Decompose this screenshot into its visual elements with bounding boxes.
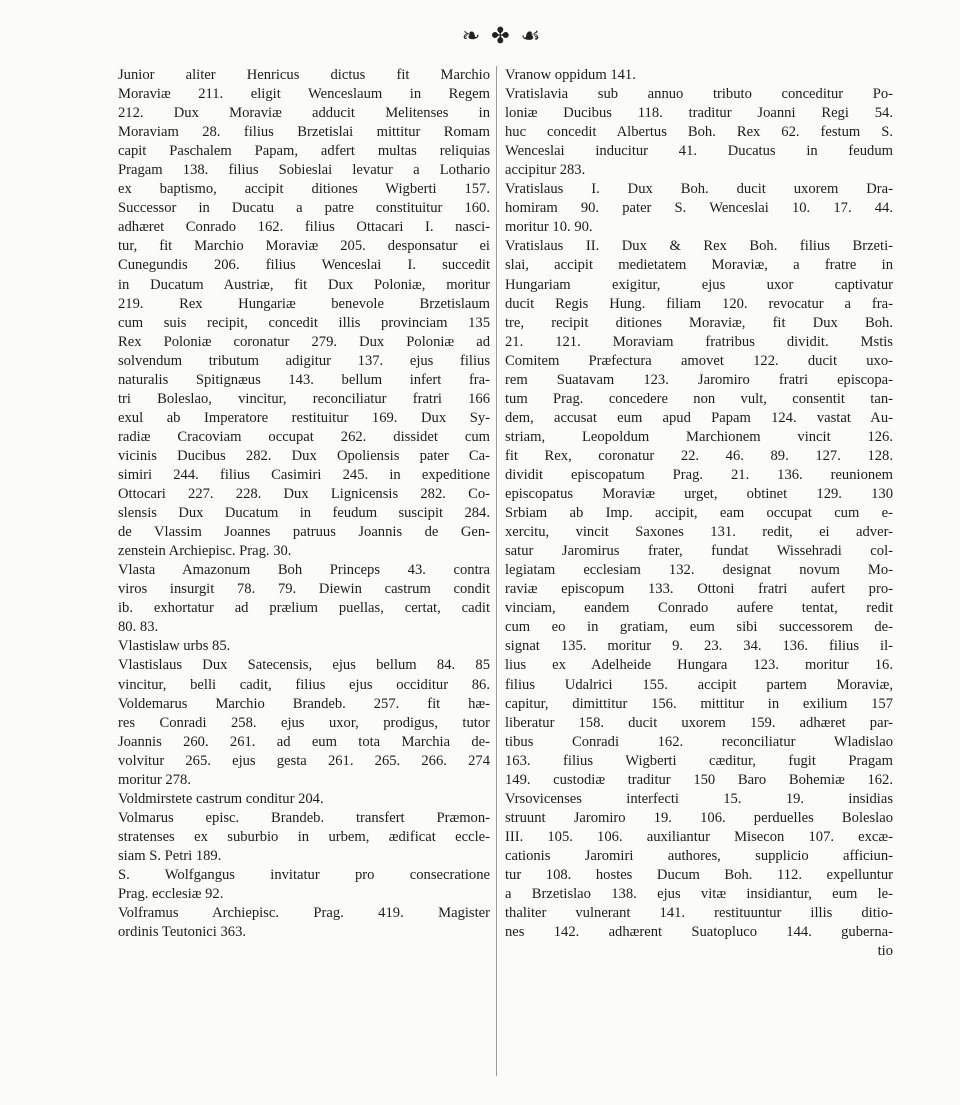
left-column-line: Vlastislaw urbs 85. <box>118 638 231 655</box>
right-column-line: tio <box>877 943 893 960</box>
left-column-line: Successor in Ducatu a patre constituitur 160. <box>118 200 490 217</box>
right-column-line: xercitu, vincit Saxones 131. redit, ei adver- <box>505 524 893 541</box>
left-column-line: siam S. Petri 189. <box>118 847 222 864</box>
right-column-line: cum eo in gratiam, eum sibi successorem de- <box>505 619 893 636</box>
left-column-line: Pragam 138. filius Sobieslai levatur a Lothario <box>118 162 490 179</box>
right-column-line: satur Jaromirus frater, fundat Wissehradi col- <box>505 543 893 560</box>
right-column-line: huc concedit Albertus Boh. Rex 62. festum S. <box>505 124 893 141</box>
left-column-line: simiri 244. filius Casimiri 245. in expeditione <box>118 466 490 483</box>
right-column-line: dem, accusat eum apud Papam 124. vastat Au- <box>505 409 893 426</box>
left-column-line: Vlasta Amazonum Boh Princeps 43. contra <box>118 562 490 579</box>
left-column-line: Junior aliter Henricus dictus fit Marchio <box>118 67 490 83</box>
left-column-line: Vlastislaus Dux Satecensis, ejus bellum 84. 85 <box>118 657 490 674</box>
right-column-line: raviæ episcopum 133. Ottoni fratri aufert pro- <box>505 581 893 598</box>
right-column-line: tur 108. hostes Ducum Boh. 112. expelluntur <box>505 866 893 883</box>
left-column-line: Moraviam 28. filius Brzetislai mittitur Romam <box>118 124 490 141</box>
left-column-line: ordinis Teutonici 363. <box>118 924 247 941</box>
left-column-line: zenstein Archiepisc. Prag. 30. <box>118 543 292 560</box>
left-column-line: viros insurgit 78. 79. Diewin castrum condit <box>118 581 490 598</box>
right-column-line: nes 142. adhærent Suatopluco 144. guberna- <box>505 924 893 941</box>
right-column <box>505 66 893 961</box>
right-column-line: a Brzetislao 138. ejus vitæ insidiantur, eum le- <box>505 886 893 903</box>
left-column-line: radiæ Cracoviam occupat 262. dissidet cum <box>118 428 490 445</box>
right-column-line: 149. custodiæ traditur 150 Baro Bohemiæ 162. <box>505 771 893 788</box>
right-column-line: Vranow oppidum 141. <box>505 67 636 83</box>
right-column-line: striam, Leopoldum Marchionem vincit 126. <box>505 428 893 445</box>
right-column-line: filius Udalrici 155. accipit partem Moraviæ, <box>505 676 893 693</box>
right-column-line: signat 135. moritur 9. 23. 34. 136. filius il- <box>505 638 893 655</box>
left-column-line: 219. Rex Hungariæ benevole Brzetislaum <box>118 295 490 312</box>
left-column-line: moritur 278. <box>118 771 191 788</box>
right-column-line: cationis Jaromiri authores, supplicio afficiun- <box>505 847 893 864</box>
left-column-line: stratenses ex suburbio in urbem, ædificat eccle- <box>118 828 490 845</box>
right-column-line: homiram 90. pater S. Wenceslai 10. 17. 44. <box>505 200 893 217</box>
right-column-line: accipitur 283. <box>505 162 586 179</box>
left-column-line: Voldemarus Marchio Brandeb. 257. fit hæ- <box>118 695 490 712</box>
right-column-line: Wenceslai inducitur 41. Ducatus in feudum <box>505 143 893 160</box>
left-column-line: capit Paschalem Papam, adfert multas reliquias <box>118 143 490 160</box>
right-column-line: tum Prag. concedere non vult, consentit tan- <box>505 390 893 407</box>
left-column-line: vincitur, belli cadit, filius ejus occiditur 86. <box>118 676 490 693</box>
left-column-line: tri Boleslao, vincitur, reconciliatur fratri 166 <box>118 390 490 407</box>
left-column-line: slensis Dux Ducatum in feudum suscipit 284. <box>118 505 490 522</box>
right-column-line: Srbiam ab Imp. accipit, eam occupat cum e- <box>505 505 893 522</box>
right-column-line: episcopatus Moraviæ urget, obtinet 129. 130 <box>505 486 893 503</box>
left-column-line: de Vlassim Joannes patruus Joannis de Gen- <box>118 524 490 541</box>
left-column-line: ib. exhortatur ad prælium puellas, certat, cadit <box>118 600 490 617</box>
header-ornament: ❧ ✤ ☙ <box>461 24 543 49</box>
left-column <box>118 66 490 942</box>
left-column-line: Prag. ecclesiæ 92. <box>118 886 224 903</box>
right-column-line: tibus Conradi 162. reconciliatur Wladislao <box>505 733 893 750</box>
left-column-line: Volmarus episc. Brandeb. transfert Præmon- <box>118 809 490 826</box>
left-column-line: Volframus Archiepisc. Prag. 419. Magister <box>118 905 490 922</box>
right-column-line: dividit episcopatum Prag. 21. 136. reunionem <box>505 466 893 483</box>
right-column-line: loniæ Ducibus 118. traditur Joanni Regi 54. <box>505 105 893 122</box>
right-column-line: 163. filius Wigberti cæditur, fugit Pragam <box>505 752 893 769</box>
left-column-line: vicinis Ducibus 282. Dux Opoliensis pater Ca- <box>118 447 490 464</box>
left-column-line: Cunegundis 206. filius Wenceslai I. succedit <box>118 257 490 274</box>
right-column-line: slai, accipit medietatem Moraviæ, a fratre in <box>505 257 893 274</box>
left-column-line: in Ducatum Austriæ, fit Dux Poloniæ, moritur <box>118 276 490 293</box>
right-column-line: Vratislaus II. Dux & Rex Boh. filius Brzeti- <box>505 238 893 255</box>
right-column-line: struunt Jaromiro 19. 106. perduelles Boleslao <box>505 809 893 826</box>
left-column-line: Rex Poloniæ coronatur 279. Dux Poloniæ ad <box>118 333 490 350</box>
right-column-line: 21. 121. Moraviam fratribus dividit. Mstis <box>505 333 893 350</box>
right-column-line: legiatam ecclesiam 132. designat novum Mo- <box>505 562 893 579</box>
right-column-line: rem Suatavam 123. Jaromiro fratri episcopa- <box>505 371 893 388</box>
left-column-line: ex baptismo, accipit ditiones Wigberti 157. <box>118 181 490 198</box>
right-column-line: Vrsovicenses interfecti 15. 19. insidias <box>505 790 893 807</box>
left-column-line: Joannis 260. 261. ad eum tota Marchia de- <box>118 733 490 750</box>
right-column-line: Comitem Præfectura amovet 122. ducit uxo- <box>505 352 893 369</box>
right-column-line: lius ex Adelheide Hungara 123. moritur 16. <box>505 657 893 674</box>
left-column-line: Moraviæ 211. eligit Wenceslaum in Regem <box>118 86 490 103</box>
right-column-line: tre, recipit ditiones Moraviæ, fit Dux Boh. <box>505 314 893 331</box>
left-column-line: Ottocari 227. 228. Dux Lignicensis 282. Co- <box>118 486 490 503</box>
left-column-line: exul ab Imperatore restituitur 169. Dux Sy- <box>118 409 490 426</box>
right-column-line: vinciam, eandem Conrado aufere tentat, redit <box>505 600 893 617</box>
right-column-line: liberatur 158. ducit uxorem 159. adhæret par- <box>505 714 893 731</box>
left-column-line: S. Wolfgangus invitatur pro consecratione <box>118 866 490 883</box>
left-column-line: volvitur 265. ejus gesta 261. 265. 266. 274 <box>118 752 490 769</box>
column-divider <box>496 66 497 1076</box>
left-column-line: res Conradi 258. ejus uxor, prodigus, tutor <box>118 714 490 731</box>
right-column-line: fit Rex, coronatur 22. 46. 89. 127. 128. <box>505 447 893 464</box>
right-column-line: Hungariam exigitur, ejus uxor captivatur <box>505 276 893 293</box>
left-column-line: 80. 83. <box>118 619 159 636</box>
right-column-line: ducit Regis Hung. filiam 120. revocatur a fra- <box>505 295 893 312</box>
left-column-line: Voldmirstete castrum conditur 204. <box>118 790 324 807</box>
right-column-line: Vratislavia sub annuo tributo conceditur Po- <box>505 86 893 103</box>
left-column-line: cum suis recipit, concedit illis provinciam 135 <box>118 314 490 331</box>
right-column-line: moritur 10. 90. <box>505 219 593 236</box>
right-column-line: III. 105. 106. auxiliantur Misecon 107. excæ- <box>505 828 893 845</box>
left-column-line: naturalis Spitignæus 143. bellum infert fra- <box>118 371 490 388</box>
left-column-line: tur, fit Marchio Moraviæ 205. desponsatur ei <box>118 238 490 255</box>
left-column-line: solvendum tributum adigitur 137. ejus filius <box>118 352 490 369</box>
left-column-line: 212. Dux Moraviæ adducit Melitenses in <box>118 105 490 122</box>
right-column-line: thaliter vulnerant 141. restituuntur illis ditio- <box>505 905 893 922</box>
left-column-line: adhæret Conrado 162. filius Ottacari I. nasci- <box>118 219 490 236</box>
right-column-line: Vratislaus I. Dux Boh. ducit uxorem Dra- <box>505 181 893 198</box>
right-column-line: capitur, dimittitur 156. mittitur in exilium 157 <box>505 695 893 712</box>
